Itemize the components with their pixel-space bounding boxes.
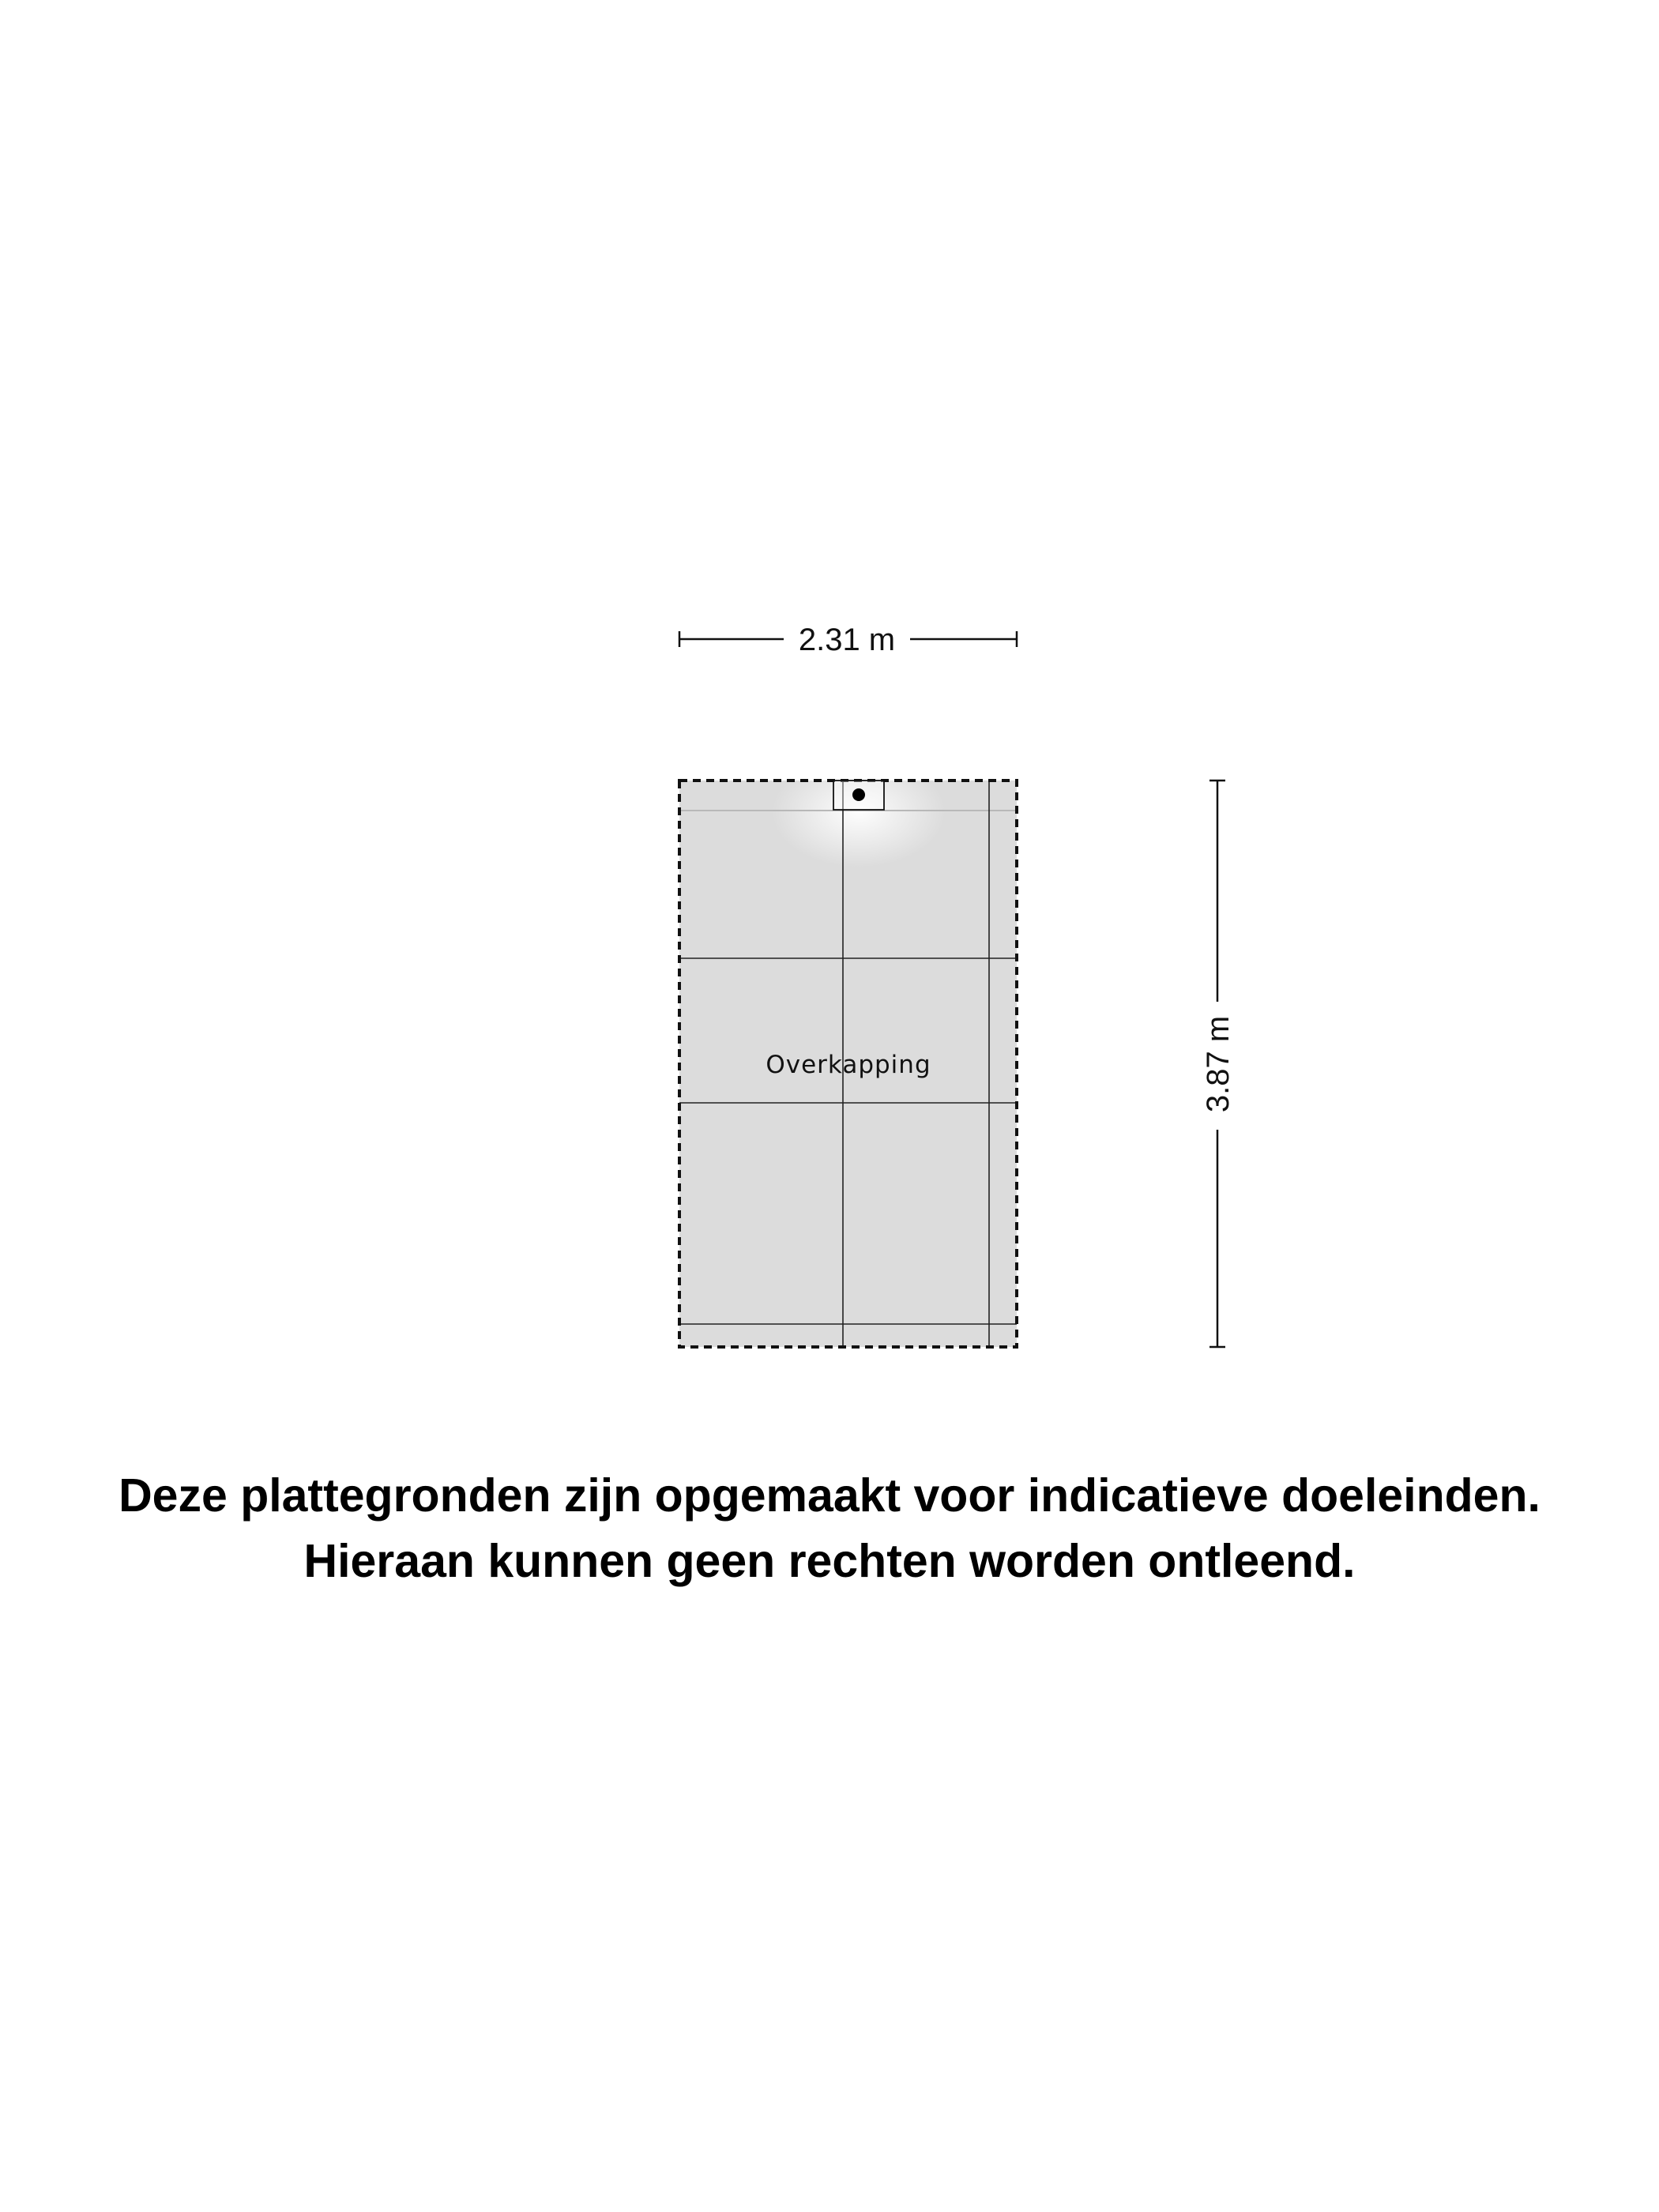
- light-fixture-icon: [833, 781, 884, 810]
- disclaimer: [0, 1463, 1659, 1594]
- height-dimension-label: 3.87 m: [1201, 1015, 1236, 1113]
- height-dimension: [1201, 781, 1236, 1347]
- width-dimension-label: 2.31 m: [798, 623, 896, 657]
- disclaimer-line-2: Hieraan kunnen geen rechten worden ontleend.: [303, 1535, 1356, 1587]
- disclaimer-line-1: Deze plattegronden zijn opgemaakt voor indicatieve doeleinden.: [118, 1469, 1540, 1522]
- light-glow: [772, 757, 946, 867]
- width-dimension: [679, 623, 1017, 657]
- room-overkapping: [679, 757, 1017, 1347]
- room-label: Overkapping: [766, 1051, 931, 1079]
